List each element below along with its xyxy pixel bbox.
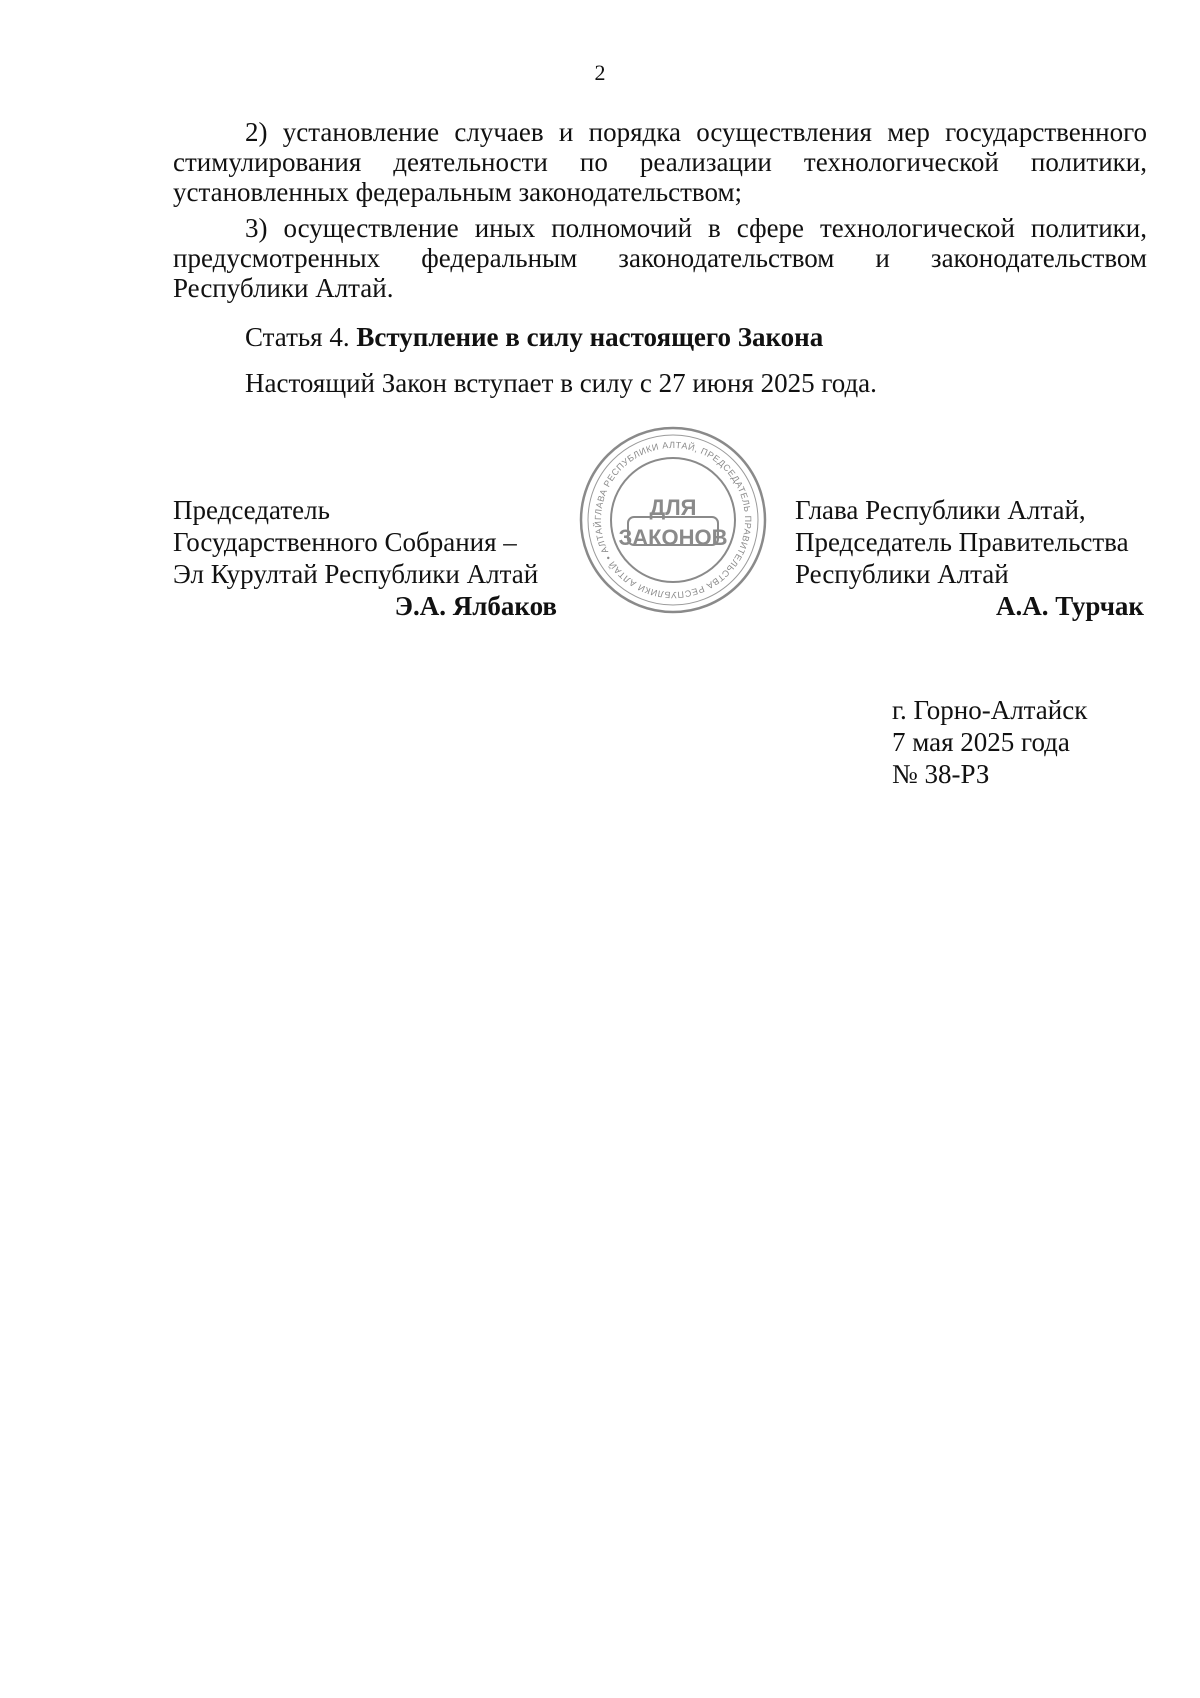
page-number: 2 bbox=[594, 60, 606, 85]
signatory-name: А.А. Турчак bbox=[995, 591, 1144, 621]
adoption-date: 7 мая 2025 года bbox=[892, 727, 1070, 757]
stamp-bottom-word: ЗАКОНОВ bbox=[618, 525, 728, 550]
place-date-number bbox=[892, 694, 1087, 790]
signatory-position: Председатель Правительства bbox=[795, 527, 1129, 557]
signature-block-right bbox=[795, 494, 1144, 622]
article-label: Статья 4. bbox=[245, 322, 350, 352]
article-heading bbox=[245, 322, 823, 353]
paragraph-text: 3) осуществление иных полномочий в сфере технологической политики, предусмотренных федеральным законодательством и законодательством Республики Алтай. bbox=[173, 213, 1147, 303]
signatory-position: Глава Республики Алтай, bbox=[795, 495, 1086, 525]
signature-block-left bbox=[173, 494, 557, 622]
stamp-ring-text: ГЛАВА РЕСПУБЛИКИ АЛТАЙ, ПРЕДСЕДАТЕЛЬ ПРАВИТЕЛЬСТВА РЕСПУБЛИКИ АЛТАЙ • АЛТАЙ bbox=[592, 439, 754, 601]
paragraph-text: 2) установление случаев и порядка осуществления мер государственного стимулирования деятельности по реализации технологической политики, установленных федеральным законодательством; bbox=[173, 117, 1147, 207]
law-number: № 38-РЗ bbox=[892, 759, 990, 789]
paragraph-item-3 bbox=[173, 213, 1147, 303]
city: г. Горно-Алтайск bbox=[892, 695, 1088, 725]
paragraph-item-2 bbox=[173, 117, 1147, 207]
stamp-top-word: ДЛЯ bbox=[649, 495, 697, 520]
article-text: Настоящий Закон вступает в силу с 27 июня 2025 года. bbox=[245, 368, 877, 398]
signatory-position: Государственного Собрания – bbox=[173, 527, 517, 557]
signatory-name: Э.А. Ялбаков bbox=[394, 591, 557, 621]
official-stamp bbox=[578, 425, 768, 615]
signatory-position: Республики Алтай bbox=[795, 559, 1009, 589]
article-title: Вступление в силу настоящего Закона bbox=[356, 322, 824, 352]
signatory-position: Эл Курултай Республики Алтай bbox=[173, 559, 539, 589]
signatory-position: Председатель bbox=[173, 495, 330, 525]
